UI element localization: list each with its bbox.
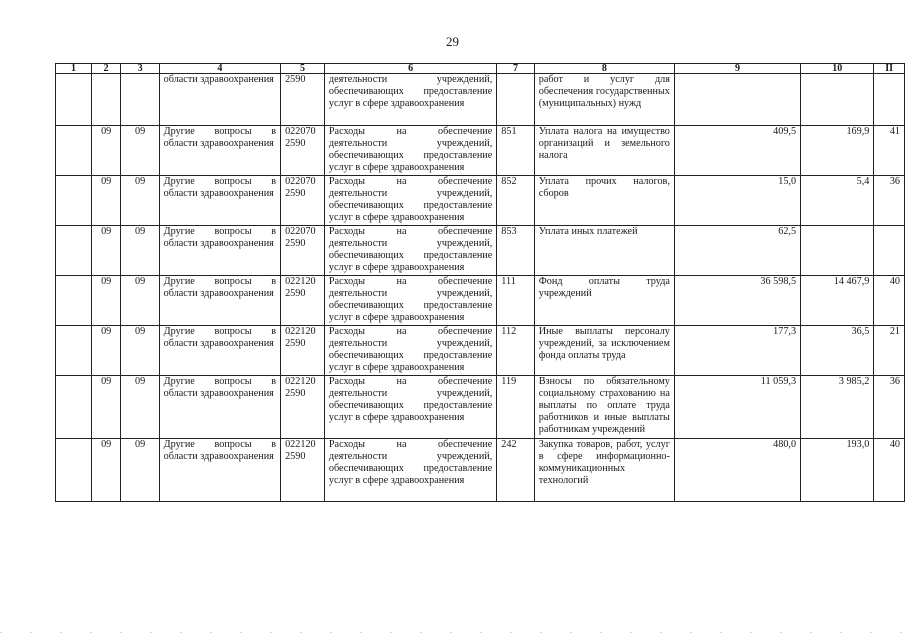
cell-subsection: 09 [121,376,159,439]
cell-target-code: 2590 [281,74,325,126]
cell-subsection: 09 [121,176,159,226]
cell-target-name: Расходы на обеспечение деятельности учреждений, обеспечивающих предоставление услуг в сфере здравоохранения [324,126,496,176]
cell-target-code: 022070 2590 [281,176,325,226]
cell-percent: 40 [874,276,905,326]
table-row [56,439,905,502]
table-row [56,176,905,226]
cell-subsection-name: Другие вопросы в области здравоохранения [159,176,280,226]
header-cell: II [874,64,905,74]
header-cell: 3 [121,64,159,74]
header-cell: 4 [159,64,280,74]
cell-subsection-name: Другие вопросы в области здравоохранения [159,226,280,276]
cell-col1 [56,276,92,326]
cell-expense-name: Взносы по обязательному социальному страхованию на выплаты по оплате труда работников и иные выплаты работникам учреждений [534,376,674,439]
cell-subsection: 09 [121,326,159,376]
header-cell: 9 [674,64,800,74]
cell-actual: 36,5 [801,326,874,376]
cell-subsection-name: Другие вопросы в области здравоохранения [159,126,280,176]
header-row [56,64,905,74]
header-cell: 5 [281,64,325,74]
cell-subsection-name: Другие вопросы в области здравоохранения [159,326,280,376]
cell-target-code: 022120 2590 [281,439,325,502]
cell-subsection: 09 [121,276,159,326]
cell-expense-type: 112 [497,326,534,376]
cell-actual: 169,9 [801,126,874,176]
cell-expense-type: 853 [497,226,534,276]
cell-expense-type [497,74,534,126]
cell-subsection: 09 [121,126,159,176]
cell-col1 [56,74,92,126]
budget-table [55,63,905,502]
cell-plan: 177,3 [674,326,800,376]
cell-target-code: 022120 2590 [281,326,325,376]
table-row [56,74,905,126]
cell-subsection: 09 [121,226,159,276]
cell-target-name: Расходы на обеспечение деятельности учреждений, обеспечивающих предоставление услуг в сфере здравоохранения [324,376,496,439]
cell-target-code: 022070 2590 [281,226,325,276]
cell-section: 09 [91,439,121,502]
cell-plan: 62,5 [674,226,800,276]
cell-actual [801,226,874,276]
cell-percent: 41 [874,126,905,176]
cell-section: 09 [91,276,121,326]
cell-col1 [56,226,92,276]
cell-target-name: деятельности учреждений, обеспечивающих предоставление услуг в сфере здравоохранения [324,74,496,126]
cell-target-code: 022120 2590 [281,376,325,439]
cell-actual: 14 467,9 [801,276,874,326]
cell-expense-name: работ и услуг для обеспечения государственных (муниципальных) нужд [534,74,674,126]
cell-target-code: 022070 2590 [281,126,325,176]
table-row [56,276,905,326]
cell-plan: 409,5 [674,126,800,176]
page-number: 29 [446,34,459,49]
cell-section: 09 [91,126,121,176]
cell-plan: 36 598,5 [674,276,800,326]
cell-section: 09 [91,176,121,226]
cell-expense-name: Уплата прочих налогов, сборов [534,176,674,226]
cell-col1 [56,376,92,439]
cell-expense-type: 852 [497,176,534,226]
table-row [56,226,905,276]
table-row [56,126,905,176]
cell-subsection [121,74,159,126]
cell-target-name: Расходы на обеспечение деятельности учреждений, обеспечивающих предоставление услуг в сфере здравоохранения [324,326,496,376]
scan-artifact-line [0,632,905,633]
cell-percent: 21 [874,326,905,376]
cell-col1 [56,326,92,376]
cell-target-name: Расходы на обеспечение деятельности учреждений, обеспечивающих предоставление услуг в сфере здравоохранения [324,226,496,276]
cell-expense-type: 119 [497,376,534,439]
cell-section: 09 [91,226,121,276]
table-row [56,326,905,376]
cell-target-code: 022120 2590 [281,276,325,326]
cell-expense-type: 851 [497,126,534,176]
cell-col1 [56,439,92,502]
cell-actual: 3 985,2 [801,376,874,439]
header-cell: 6 [324,64,496,74]
cell-target-name: Расходы на обеспечение деятельности учреждений, обеспечивающих предоставление услуг в сфере здравоохранения [324,176,496,226]
cell-percent: 36 [874,376,905,439]
cell-subsection-name: Другие вопросы в области здравоохранения [159,376,280,439]
cell-percent [874,226,905,276]
header-cell: 8 [534,64,674,74]
cell-percent [874,74,905,126]
cell-plan [674,74,800,126]
cell-subsection: 09 [121,439,159,502]
cell-subsection-name: области здравоохранения [159,74,280,126]
cell-percent: 36 [874,176,905,226]
cell-plan: 11 059,3 [674,376,800,439]
table-row [56,376,905,439]
cell-plan: 480,0 [674,439,800,502]
cell-section: 09 [91,326,121,376]
header-cell: 2 [91,64,121,74]
cell-expense-name: Уплата иных платежей [534,226,674,276]
cell-actual: 193,0 [801,439,874,502]
header-cell: 7 [497,64,534,74]
cell-target-name: Расходы на обеспечение деятельности учреждений, обеспечивающих предоставление услуг в сфере здравоохранения [324,276,496,326]
cell-expense-name: Фонд оплаты труда учреждений [534,276,674,326]
cell-expense-name: Уплата налога на имущество организаций и земельного налога [534,126,674,176]
header-cell: 1 [56,64,92,74]
cell-actual [801,74,874,126]
header-cell: 10 [801,64,874,74]
cell-percent: 40 [874,439,905,502]
cell-expense-type: 111 [497,276,534,326]
cell-expense-name: Закупка товаров, работ, услуг в сфере информационно-коммуникационных технологий [534,439,674,502]
cell-actual: 5,4 [801,176,874,226]
cell-target-name: Расходы на обеспечение деятельности учреждений, обеспечивающих предоставление услуг в сфере здравоохранения [324,439,496,502]
cell-subsection-name: Другие вопросы в области здравоохранения [159,439,280,502]
cell-col1 [56,126,92,176]
cell-subsection-name: Другие вопросы в области здравоохранения [159,276,280,326]
cell-plan: 15,0 [674,176,800,226]
cell-col1 [56,176,92,226]
cell-section: 09 [91,376,121,439]
cell-expense-type: 242 [497,439,534,502]
cell-section [91,74,121,126]
cell-expense-name: Иные выплаты персоналу учреждений, за исключением фонда оплаты труда [534,326,674,376]
